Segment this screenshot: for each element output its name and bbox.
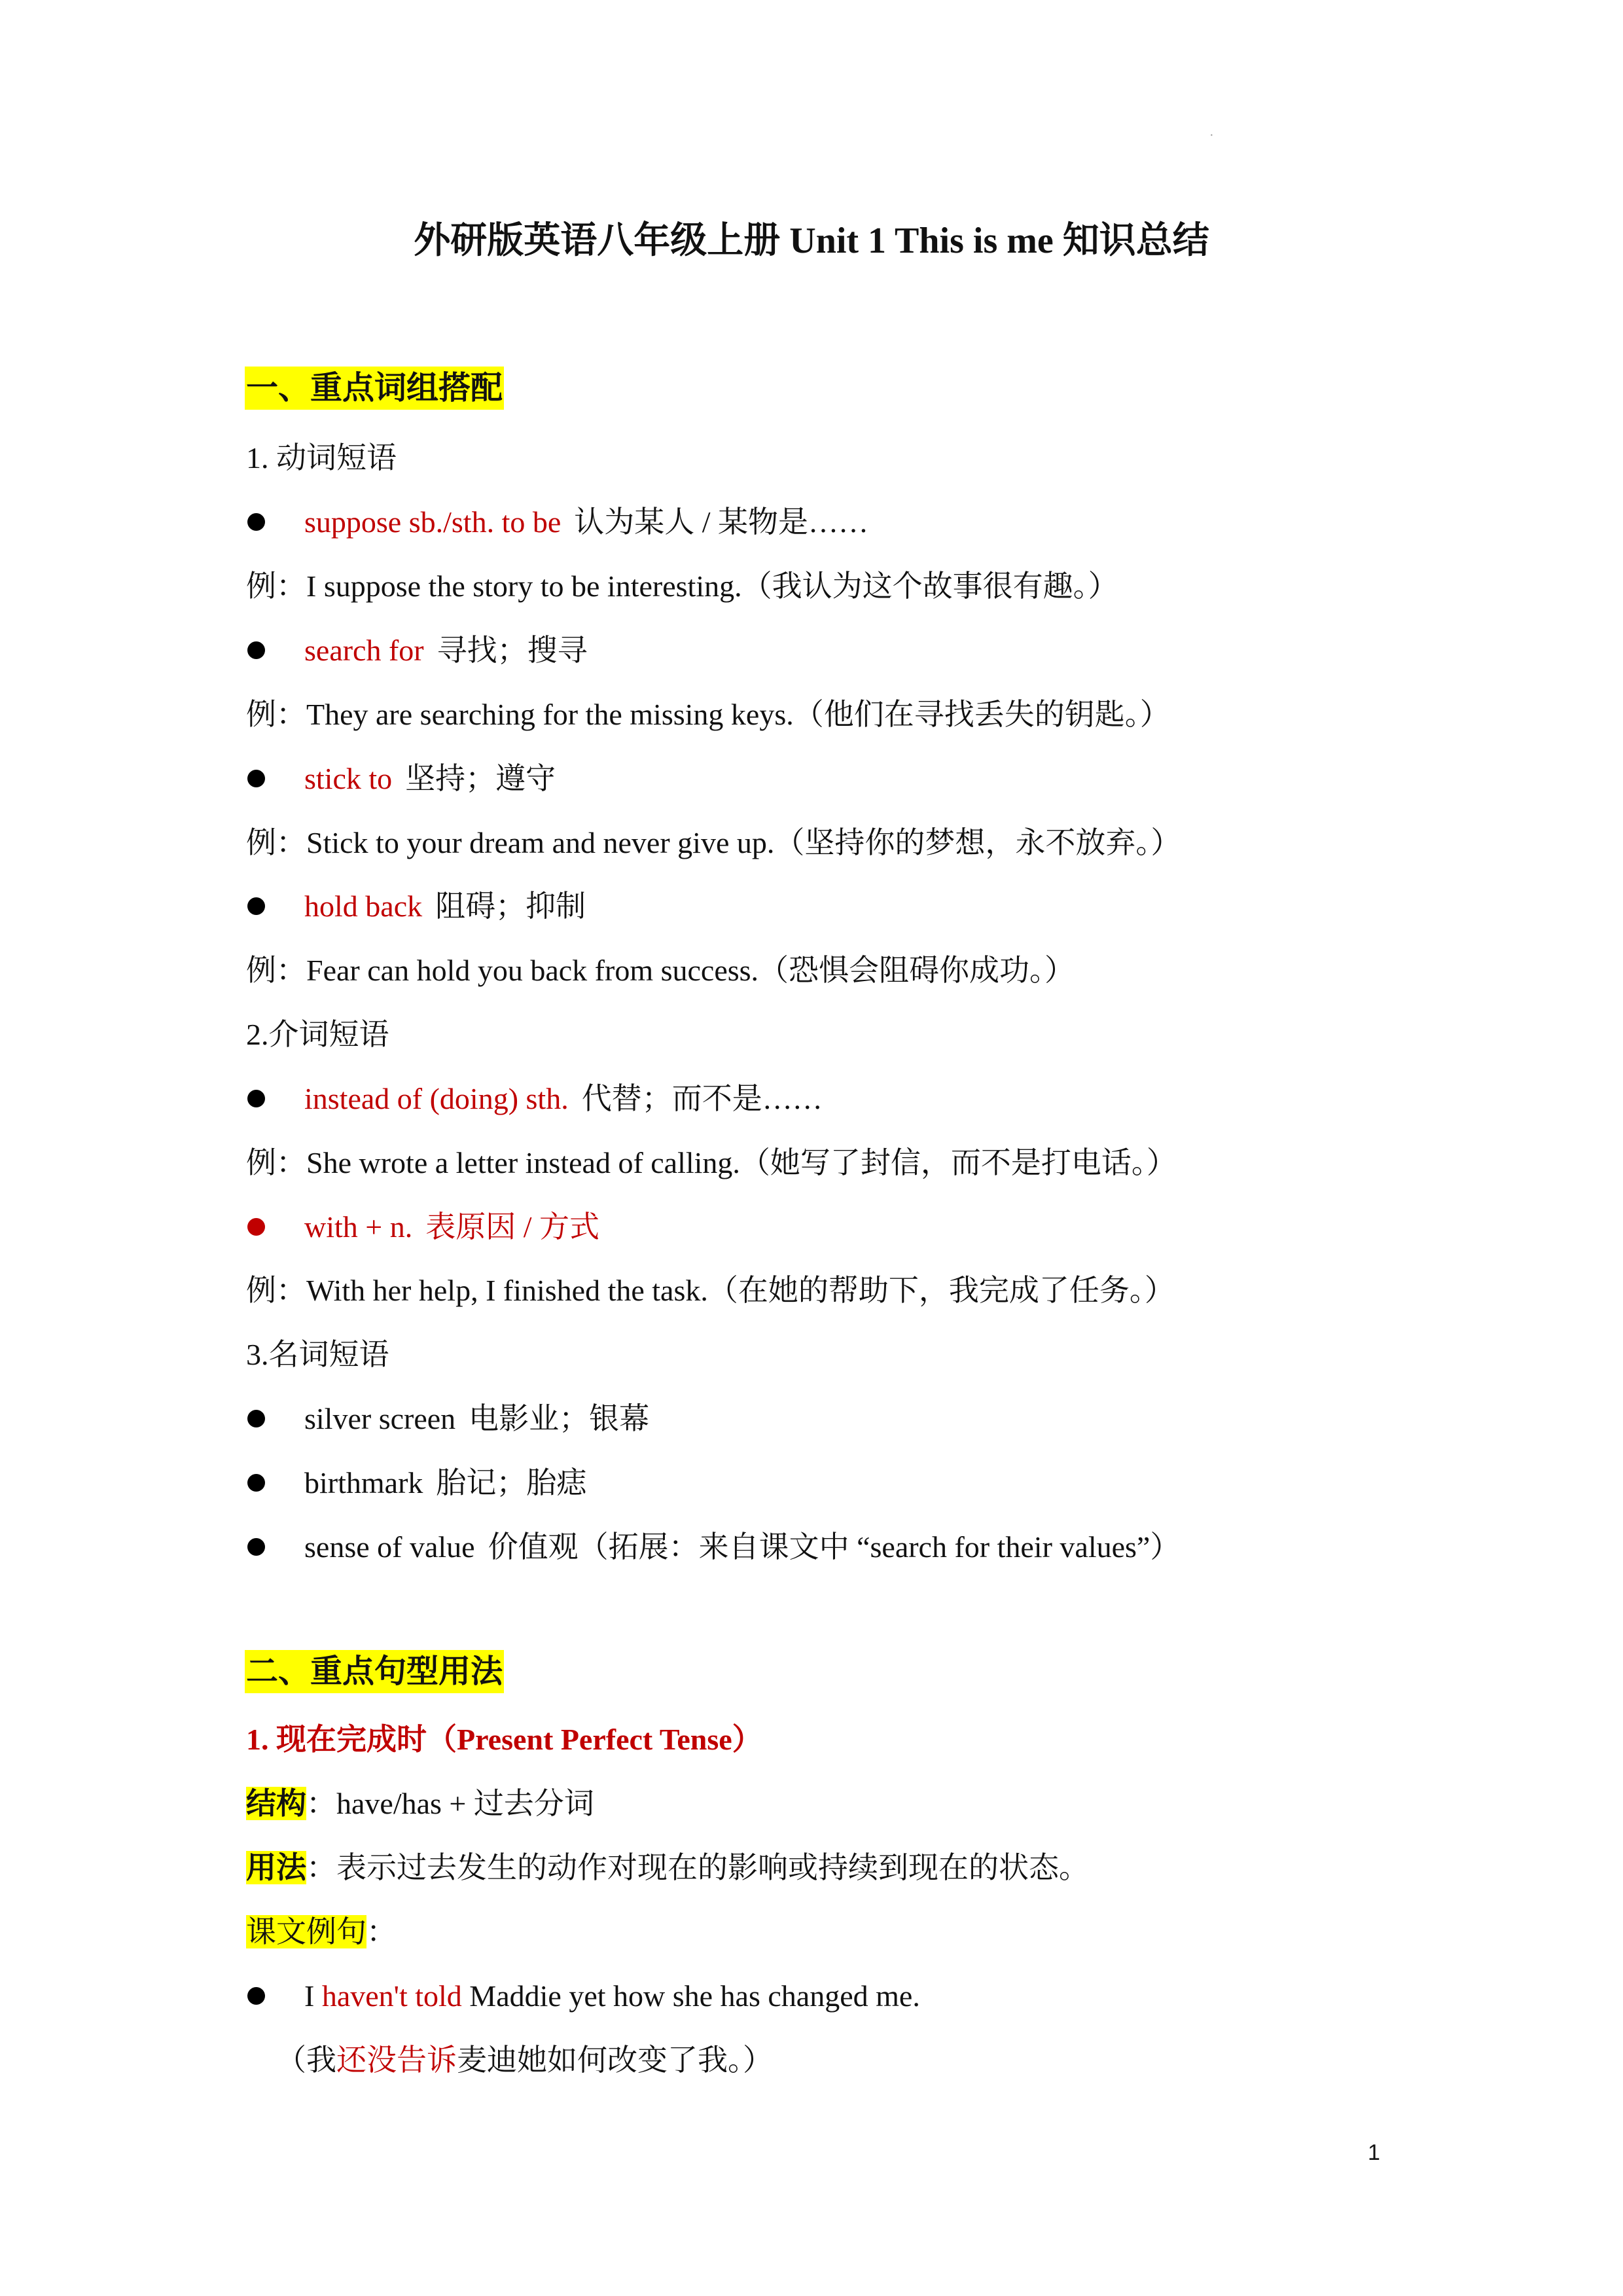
sentence-end: Maddie yet how she has changed me.	[461, 1979, 920, 2013]
phrase: birthmark	[304, 1466, 423, 1499]
example-sentence: 例：She wrote a letter instead of calling.（她写了封信，而不是打电话。）	[246, 1146, 1177, 1179]
meaning: 胎记；胎痣	[436, 1466, 587, 1499]
bullet-icon	[247, 1474, 265, 1492]
meaning: 表原因 / 方式	[425, 1210, 600, 1244]
bullet-icon	[247, 897, 265, 915]
grammar-point-title: 1. 现在完成时（Present Perfect Tense）	[246, 1723, 762, 1756]
translation-highlight: 还没告诉	[336, 2043, 457, 2077]
bullet-icon	[247, 641, 265, 659]
meaning: 认为某人 / 某物是……	[574, 505, 869, 539]
translation-end: 麦迪她如何改变了我。）	[457, 2043, 773, 2077]
usage-line	[246, 1847, 1089, 1889]
translation-start: （我	[276, 2043, 336, 2077]
usage-label: 用法	[246, 1851, 306, 1884]
corner-mark: ·	[1209, 128, 1214, 143]
section-2-heading: 二、重点句型用法	[245, 1650, 504, 1693]
phrase: suppose sb./sth. to be	[304, 505, 562, 539]
usage-text: ：表示过去发生的动作对现在的影响或持续到现在的状态。	[306, 1851, 1089, 1884]
page-number: 1	[1368, 2140, 1380, 2165]
bullet-icon	[247, 1538, 265, 1556]
example-sentence: 例：I suppose the story to be interesting.（我认为这个故事很有趣。）	[246, 569, 1118, 603]
meaning: 代替；而不是……	[581, 1082, 823, 1115]
example-sentence: 例：Fear can hold you back from success.（恐惧会阻碍你成功。）	[246, 954, 1075, 987]
phrase: with + n.	[304, 1210, 413, 1244]
subheading-verb-phrases: 1. 动词短语	[246, 441, 397, 475]
phrase: instead of (doing) sth.	[304, 1082, 569, 1115]
bullet-icon	[247, 513, 265, 531]
phrase: search for	[304, 634, 424, 667]
phrase: hold back	[304, 889, 423, 923]
meaning: 价值观（拓展：来自课文中 “search for their values”）	[488, 1530, 1181, 1564]
meaning: 电影业；银幕	[469, 1402, 650, 1435]
meaning: 寻找；搜寻	[437, 634, 588, 667]
document-title: 外研版英语八年级上册 Unit 1 This is me 知识总结	[414, 221, 1209, 261]
bullet-icon	[247, 1090, 265, 1107]
subheading-noun-phrases: 3.名词短语	[246, 1338, 389, 1371]
bullet-icon	[247, 1987, 265, 2005]
example-sentence: 例：With her help, I finished the task.（在她的帮助下，我完成了任务。）	[246, 1274, 1175, 1307]
example-sentence: 例：Stick to your dream and never give up.（坚持你的梦想，永不放弃。）	[246, 826, 1181, 859]
sentence-highlight: haven't told	[321, 1979, 462, 2013]
structure-text: ：have/has + 过去分词	[306, 1787, 594, 1820]
sentence-start: I	[304, 1979, 322, 2013]
structure-label: 结构	[246, 1787, 306, 1820]
example-sentence: 例：They are searching for the missing keys.（他们在寻找丢失的钥匙。）	[246, 698, 1170, 731]
section-1-heading: 一、重点词组搭配	[245, 367, 504, 410]
subheading-prep-phrases: 2.介词短语	[246, 1018, 389, 1051]
example-label-line	[246, 1911, 397, 1953]
bullet-icon	[247, 1410, 265, 1427]
example-colon: ：	[366, 1915, 397, 1948]
structure-line	[246, 1783, 594, 1825]
sentence-translation	[276, 2039, 773, 2081]
bullet-icon	[247, 1218, 265, 1236]
phrase: sense of value	[304, 1530, 475, 1564]
meaning: 阻碍；抑制	[435, 889, 586, 923]
meaning: 坚持；遵守	[405, 762, 556, 795]
bullet-icon	[247, 770, 265, 787]
phrase: silver screen	[304, 1402, 456, 1435]
example-label: 课文例句	[246, 1915, 366, 1948]
phrase: stick to	[304, 762, 393, 795]
